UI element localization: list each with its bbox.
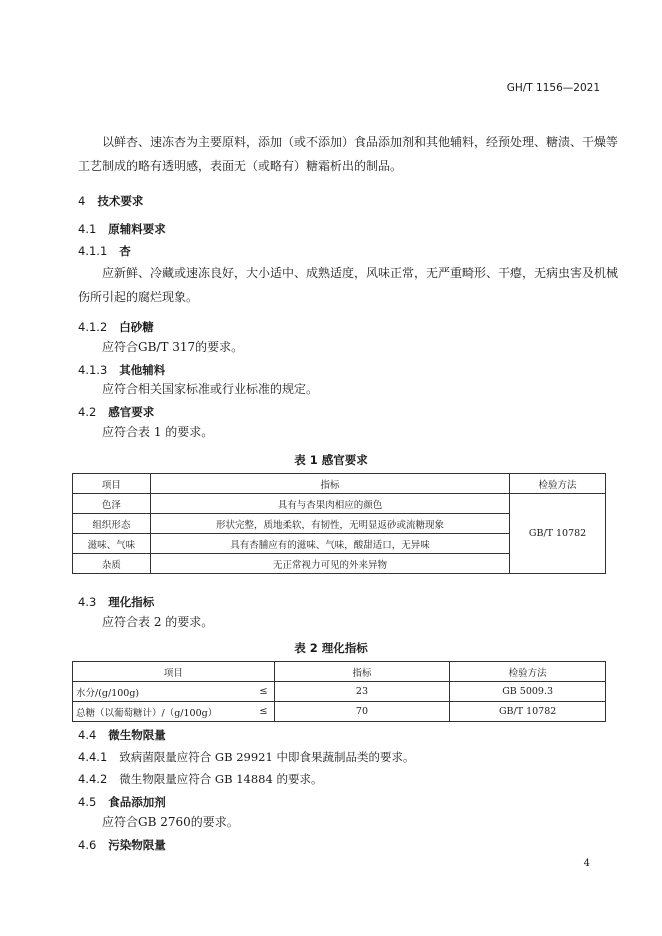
intro-line-2: 工艺制成的略有透明感，表面无（或略有）糖霜析出的制品。	[78, 159, 403, 173]
row-spec: 具有与杏果肉相应的颜色	[150, 494, 509, 514]
section-4-heading	[78, 193, 143, 209]
section-text: 微生物限量应符合 GB 14884 的要求。	[119, 772, 323, 786]
page-number: 4	[583, 858, 590, 869]
section-number: 4	[78, 194, 86, 208]
document-code: GH/T 1156—2021	[506, 82, 600, 94]
section-title: 原辅料要求	[108, 222, 166, 236]
section-number: 4.1.3	[78, 363, 108, 377]
section-title: 技术要求	[97, 194, 144, 208]
row-operator: ≤	[250, 702, 274, 722]
section-4-4-heading	[78, 727, 166, 743]
table-1-caption: 表 1 感官要求	[294, 453, 368, 467]
section-title: 食品添加剂	[108, 795, 166, 809]
row-spec: 无正常视力可见的外来异物	[150, 554, 509, 574]
section-number: 4.5	[78, 795, 97, 809]
section-4-2-text: 应符合表 1 的要求。	[102, 425, 214, 439]
column-header: 检验方法	[450, 662, 606, 682]
column-header: 检验方法	[510, 474, 606, 494]
row-item: 组织形态	[73, 514, 151, 534]
intro-line-1: 以鲜杏、速冻杏为主要原料，添加（或不添加）食品添加剂和其他辅料，经预处理、糖渍、干燥等	[102, 135, 619, 149]
section-4-2-heading	[78, 404, 154, 420]
section-4-1-1-heading	[78, 243, 131, 259]
section-4-4-2	[78, 771, 322, 787]
column-header: 指标	[150, 474, 509, 494]
table-2-physicochemical	[72, 661, 606, 722]
section-4-1-1-line-2: 伤所引起的腐烂现象。	[78, 290, 199, 304]
section-title: 污染物限量	[108, 838, 166, 852]
column-header: 指标	[274, 662, 450, 682]
section-4-1-heading	[78, 221, 166, 237]
row-item: 杂质	[73, 554, 151, 574]
section-title: 其他辅料	[119, 363, 166, 377]
section-number: 4.4.1	[78, 750, 108, 764]
row-item: 水分/(g/100g)	[73, 682, 251, 702]
row-value: 23	[274, 682, 450, 702]
column-header: 项目	[73, 662, 275, 682]
section-4-1-3-heading	[78, 362, 165, 378]
table-row	[73, 682, 606, 702]
row-spec: 形状完整，质地柔软，有韧性，无明显返砂或流糖现象	[150, 514, 509, 534]
section-4-4-1	[78, 749, 414, 765]
row-item: 滋味、气味	[73, 534, 151, 554]
row-value: 70	[274, 702, 450, 722]
row-spec: 具有杏脯应有的滋味、气味，酸甜适口，无异味	[150, 534, 509, 554]
section-4-5-text: 应符合GB 2760的要求。	[102, 815, 239, 829]
section-number: 4.1.1	[78, 244, 108, 258]
row-item: 色泽	[73, 494, 151, 514]
column-header: 项目	[73, 474, 151, 494]
section-4-6-heading	[78, 837, 166, 853]
section-number: 4.1	[78, 222, 97, 236]
section-number: 4.2	[78, 405, 97, 419]
section-4-1-2-heading	[78, 319, 154, 335]
row-item: 总糖（以葡萄糖计）/（g/100g）	[73, 702, 251, 722]
section-title: 白砂糖	[119, 320, 154, 334]
section-text: 致病菌限量应符合 GB 29921 中即食果蔬制品类的要求。	[119, 750, 415, 764]
table-header-row	[73, 474, 606, 494]
section-4-3-text: 应符合表 2 的要求。	[102, 615, 214, 629]
table-header-row	[73, 662, 606, 682]
section-number: 4.4.2	[78, 772, 108, 786]
table-1-sensory	[72, 473, 606, 574]
row-method: GB/T 10782	[450, 702, 606, 722]
section-4-1-2-text: 应符合GB/T 317的要求。	[102, 340, 244, 354]
section-4-1-3-text: 应符合相关国家标准或行业标准的规定。	[102, 382, 319, 396]
section-number: 4.4	[78, 728, 97, 742]
section-number: 4.1.2	[78, 320, 108, 334]
section-4-1-1-line-1: 应新鲜、冷藏或速冻良好，大小适中、成熟适度，风味正常，无严重畸形、干瘪，无病虫害及机械	[102, 266, 619, 280]
section-title: 理化指标	[108, 595, 155, 609]
section-title: 杏	[119, 244, 131, 258]
row-method: GB 5009.3	[450, 682, 606, 702]
inspection-method: GB/T 10782	[510, 494, 606, 574]
table-2-caption: 表 2 理化指标	[294, 641, 368, 655]
section-4-5-heading	[78, 794, 166, 810]
section-title: 感官要求	[108, 405, 155, 419]
row-operator: ≤	[250, 682, 274, 702]
table-row	[73, 494, 606, 514]
section-number: 4.6	[78, 838, 97, 852]
table-row	[73, 702, 606, 722]
section-title: 微生物限量	[108, 728, 166, 742]
section-4-3-heading	[78, 594, 154, 610]
section-number: 4.3	[78, 595, 97, 609]
